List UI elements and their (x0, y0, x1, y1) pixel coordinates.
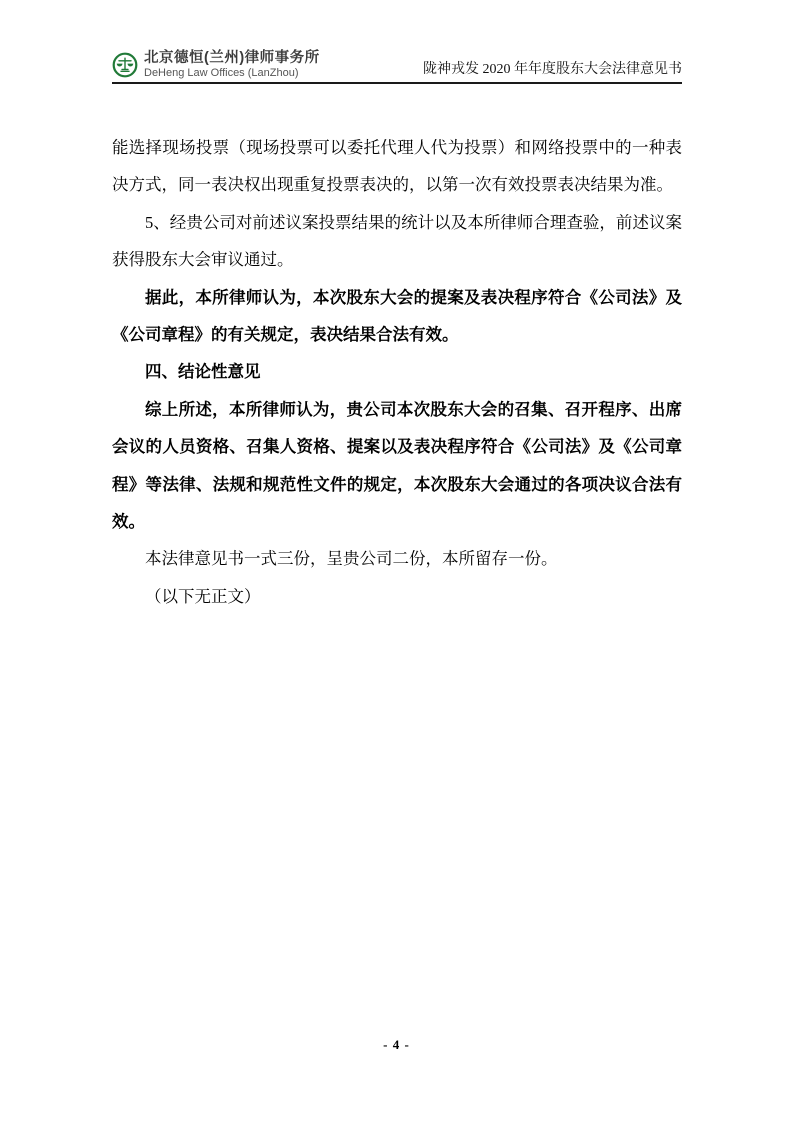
paragraph-overall-conclusion: 综上所述，本所律师认为，贵公司本次股东大会的召集、召开程序、出席会议的人员资格、召集人资格、提案以及表决程序符合《公司法》及《公司章程》等法律、法规和规范性文件的规定，本次股东大会通过的各项决议合法有效。 (112, 399, 682, 532)
section-heading-conclusive-opinion: 四、结论性意见 (145, 362, 261, 382)
paragraph-item-5: 5、经贵公司对前述议案投票结果的统计以及本所律师合理查验，前述议案获得股东大会审议通过。 (112, 212, 682, 270)
page-header (112, 50, 682, 84)
document-title: 陇神戎发 2020 年年度股东大会法律意见书 (423, 62, 682, 78)
firm-name-chinese: 北京德恒(兰州)律师事务所 (144, 50, 320, 66)
firm-name-english: DeHeng Law Offices (LanZhou) (144, 66, 299, 79)
firm-names (144, 50, 320, 79)
deheng-law-logo-icon (112, 52, 138, 78)
paragraph-copies: 本法律意见书一式三份，呈贵公司二份，本所留存一份。 (145, 549, 558, 569)
paragraph-no-more-text: （以下无正文） (145, 586, 261, 606)
paragraph-voting-method: 能选择现场投票（现场投票可以委托代理人代为投票）和网络投票中的一种表决方式，同一表决权出现重复投票表决的，以第一次有效投票表决结果为准。 (112, 138, 682, 195)
document-body (112, 129, 682, 615)
page-number: - 4 - (383, 1037, 410, 1052)
firm-identity (112, 50, 320, 79)
paragraph-conclusion-voting: 据此，本所律师认为，本次股东大会的提案及表决程序符合《公司法》及《公司章程》的有关规定，表决结果合法有效。 (112, 287, 682, 345)
page-footer (0, 1036, 793, 1054)
